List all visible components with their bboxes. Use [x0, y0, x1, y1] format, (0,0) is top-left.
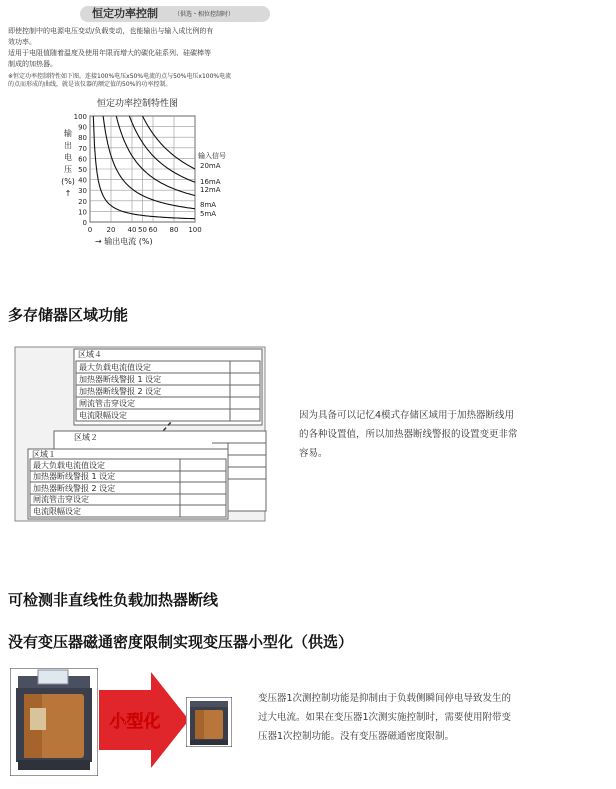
y-axis-label	[61, 128, 75, 198]
x-tick-label: 40	[127, 226, 137, 234]
area4-row: 闸流管击穿设定	[79, 399, 135, 408]
power-control-chart	[0, 92, 300, 252]
chart-title: 恒定功率控制特性图	[97, 99, 179, 109]
area1-row: 闸流管击穿设定	[33, 495, 89, 504]
memory-area-diagram	[14, 345, 268, 523]
x-axis-label: → 输出电流 (%)	[95, 237, 153, 246]
area1-table	[30, 459, 226, 517]
area2-label: 区域２	[74, 433, 98, 442]
y-tick-label: 90	[78, 123, 87, 132]
y-tick-label: 10	[78, 208, 87, 217]
section-title: 恒定功率控制	[92, 7, 158, 20]
legend-title: 输入信号	[198, 152, 226, 160]
x-tick-label: 20	[106, 226, 116, 234]
area4-row: 最大负载电流值设定	[79, 363, 151, 372]
area4-row: 加热器断线警报 2 设定	[79, 387, 162, 396]
area4-label: 区域４	[78, 350, 102, 359]
y-tick-label: 50	[78, 166, 87, 174]
intro-paragraph	[8, 26, 213, 70]
x-tick-label: 50	[138, 226, 147, 234]
y-label-char: 输	[64, 129, 72, 138]
y-label-char: 压	[64, 165, 72, 174]
note-paragraph	[8, 73, 231, 89]
legend-item: 12mA	[200, 186, 221, 194]
y-label-char: 电	[64, 153, 72, 162]
area4-table	[76, 361, 260, 421]
section-heading-memory: 多存储器区域功能	[8, 306, 129, 324]
x-tick-label: 60	[148, 226, 158, 234]
y-tick-label: 20	[78, 197, 87, 206]
area1-label: 区域１	[32, 450, 56, 459]
y-label-char: 出	[64, 141, 72, 150]
desc-line: 容易。	[299, 448, 328, 459]
arrow-label: 小型化	[109, 712, 161, 732]
desc-line: 压器1次控制功能。没有变压器磁通密度限制。	[258, 731, 455, 742]
intro-line: 适用于电阻值随着温度及使用年限而增大的碳化硅系列、硅碳棒等	[8, 49, 211, 57]
y-tick-label: 40	[78, 176, 87, 185]
y-tick-label: 30	[78, 187, 87, 196]
desc-line: 变压器1次测控制功能是抑制由于负载侧瞬间停电导致发生的	[258, 693, 512, 704]
section-heading-transformer: 没有变压器磁通密度限制实现变压器小型化（供选）	[8, 633, 354, 651]
y-tick-label: 0	[82, 219, 87, 227]
y-ticks	[74, 113, 87, 227]
area4-row: 电流限幅设定	[79, 411, 127, 420]
small-transformer-image	[186, 697, 232, 747]
y-label-char: (%)	[61, 177, 75, 186]
legend-item: 16mA	[200, 178, 221, 186]
desc-line: 因为具备可以记忆4模式存储区域用于加热器断线用	[299, 410, 515, 421]
x-ticks	[88, 226, 202, 234]
area1-row: 电流限幅设定	[33, 507, 81, 516]
legend-item: 8mA	[200, 201, 217, 209]
area4-row: 加热器断线警报 1 设定	[79, 375, 162, 384]
note-line: 的点而形成的曲线，就是该仪器的额定值的50%的功率控制。	[8, 81, 172, 88]
note-line: ※恒定功率控制特性如下图。连接100%电压x50%电流的点与50%电压x100%电流	[8, 73, 232, 80]
memory-description	[299, 406, 599, 463]
y-tick-label: 100	[73, 113, 87, 121]
large-transformer-image	[10, 668, 98, 776]
area1-row: 加热器断线警报 2 设定	[33, 484, 116, 493]
miniaturization-arrow	[99, 672, 189, 768]
area1-row: 加热器断线警报 1 设定	[33, 472, 116, 481]
y-tick-label: 80	[78, 134, 87, 143]
intro-line: 即使控制中的电源电压变动/负载变动，也能输出与输入成比例的有	[8, 27, 214, 35]
y-label-char: ↑	[64, 189, 72, 198]
y-tick-label: 60	[78, 155, 87, 164]
x-tick-label: 80	[169, 226, 179, 234]
chart-legend	[198, 151, 226, 218]
transformer-description	[258, 689, 608, 746]
x-tick-label: 100	[188, 226, 202, 234]
legend-item: 20mA	[200, 162, 221, 170]
x-tick-label: 0	[87, 226, 93, 234]
desc-line: 过大电流。如果在变压器1次测实施控制时，需要使用附带变	[258, 712, 512, 723]
intro-line: 制成的加热器。	[8, 60, 57, 68]
area1-row: 最大负载电流值设定	[33, 461, 105, 470]
y-tick-label: 70	[78, 144, 87, 153]
legend-item: 5mA	[200, 210, 217, 218]
desc-line: 的各种设置值，所以加热器断线警报的设置变更非常	[299, 429, 518, 440]
intro-line: 效功率。	[8, 38, 36, 46]
section-heading-nonlinear: 可检测非直线性负载加热器断线	[8, 591, 219, 609]
section-subtitle: （供选・相位控制时）	[174, 11, 235, 18]
